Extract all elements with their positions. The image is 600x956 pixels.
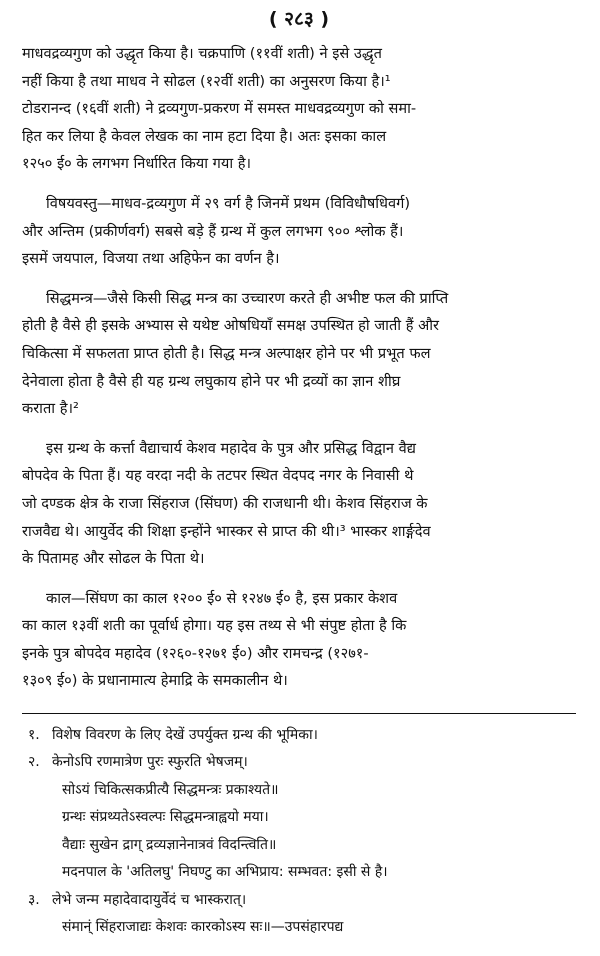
text-line: विषयवस्तु—माधव-द्रव्यगुण में २९ वर्ग है जिनमें प्रथम (विविधौषधिवर्ग) — [46, 194, 411, 212]
paragraph — [22, 190, 576, 273]
text-line: देनेवाला होता है वैसे ही यह ग्रन्थ लघुकाय होने पर भी द्रव्यों का ज्ञान शीघ्र — [22, 372, 401, 390]
footnote-text: केनोऽपि रणमात्रेण पुरः स्फुरति भेषजम्। — [52, 754, 248, 771]
paragraph — [22, 285, 576, 423]
footnote-line — [22, 832, 576, 859]
footnote-text: लेभे जन्म महादेवादायुर्वेदं च भास्करात्। — [52, 891, 247, 908]
footnote-line — [22, 859, 576, 886]
footnote-line — [22, 722, 576, 749]
text-line: राजवैद्य थे। आयुर्वेद की शिक्षा इन्होंने भास्कर से प्राप्त की थी।³ भास्कर शार्ङ्गदेव — [22, 522, 431, 540]
footnote-line — [22, 749, 576, 776]
text-line: टोडरानन्द (१६वीं शती) ने द्रव्यगुण-प्रकरण में समस्त माधवद्रव्यगुण को समा- — [22, 100, 417, 118]
footnote-line — [22, 914, 576, 941]
text-line: का काल १३वीं शती का पूर्वार्ध होगा। यह इस तथ्य से भी संपुष्ट होता है कि — [22, 617, 407, 635]
text-line: होती है वैसे ही इसके अभ्यास से यथेष्ट ओषधियाँ समक्ष उपस्थित हो जाती हैं और — [22, 317, 439, 335]
footnote-text: सोऽयं चिकित्सकप्रीत्यै सिद्धमन्त्रः प्रकाश्यते॥ — [62, 781, 279, 798]
text-line: नहीं किया है तथा माधव ने सोढल (१२वीं शती) का अनुसरण किया है।¹ — [22, 72, 391, 90]
text-line: इस ग्रन्थ के कर्त्ता वैद्याचार्य केशव महादेव के पुत्र और प्रसिद्ध विद्वान वैद्य — [46, 439, 416, 457]
footnote-text: संमान्ं सिंहराजाद्यः केशवः कारकोऽस्य सः॥—उपसंहारपद्य — [62, 918, 344, 935]
footnote-text: मदनपाल के 'अतिलघु' निघण्टु का अभिप्राय: सम्भवत: इसी से है। — [62, 864, 388, 881]
footnote-number: २. — [28, 754, 40, 771]
footnote-line — [22, 804, 576, 831]
paragraph — [22, 435, 576, 573]
text-line: कराता है।² — [22, 400, 79, 418]
text-line: १२५० ई० के लगभग निर्धारित किया गया है। — [22, 155, 252, 173]
text-line: १३०९ ई०) के प्रधानामात्य हेमाद्रि के समकालीन थे। — [22, 672, 288, 690]
text-line: के पितामह और सोढल के पिता थे। — [22, 550, 205, 568]
paragraph — [22, 40, 576, 178]
footnote-text: वैद्याः सुखेन द्राग् द्रव्यज्ञानेनात्रवं विदन्त्विति॥ — [62, 836, 277, 853]
text-line: हित कर लिया है केवल लेखक का नाम हटा दिया है। अतः इसका काल — [22, 127, 387, 145]
text-line: माधवद्रव्यगुण को उद्धृत किया है। चक्रपाणि (११वीं शती) ने इसे उद्धृत — [22, 45, 382, 62]
footnote-line — [22, 887, 576, 914]
text-line: चिकित्सा में सफलता प्राप्त होती है। सिद्ध मन्त्र अल्पाक्षर होने पर भी प्रभूत फल — [22, 344, 431, 362]
footnote-text: ग्रन्थः संप्रथ्यतेऽस्वल्पः सिद्धमन्त्राह्वयो मया। — [62, 809, 269, 826]
body-text — [22, 40, 576, 695]
text-line: काल—सिंघण का काल १२०० ई० से १२४७ ई० है, इस प्रकार केशव — [46, 589, 398, 607]
footnote-text: विशेष विवरण के लिए देखें उपर्युक्त ग्रन्थ की भूमिका। — [52, 727, 318, 744]
page-number: ( २८३ ) — [268, 8, 330, 30]
footnote-number: ३. — [28, 891, 40, 908]
text-line: सिद्धमन्त्र—जैसे किसी सिद्ध मन्त्र का उच्चारण करते ही अभीष्ट फल की प्राप्ति — [46, 289, 449, 307]
text-line: जो दण्डक क्षेत्र के राजा सिंहराज (सिंघण) की राजधानी थी। केशव सिंहराज के — [22, 494, 428, 512]
paragraph — [22, 585, 576, 695]
footnote-line — [22, 777, 576, 804]
footnotes — [22, 722, 576, 941]
footnote-number: १. — [28, 727, 40, 744]
text-line: इनके पुत्र बोपदेव महादेव (१२६०-१२७१ ई०) और रामचन्द्र (१२७१- — [22, 644, 369, 662]
text-line: इसमें जयपाल, विजया तथा अहिफेन का वर्णन है। — [22, 250, 280, 268]
text-line: बोपदेव के पिता हैं। यह वरदा नदी के तटपर स्थित वेदपद नगर के निवासी थे — [22, 467, 414, 485]
footnote-divider — [22, 713, 576, 714]
text-line: और अन्तिम (प्रकीर्णवर्ग) सबसे बड़े हैं ग्रन्थ में कुल लगभग ९०० श्लोक हैं। — [22, 222, 404, 240]
